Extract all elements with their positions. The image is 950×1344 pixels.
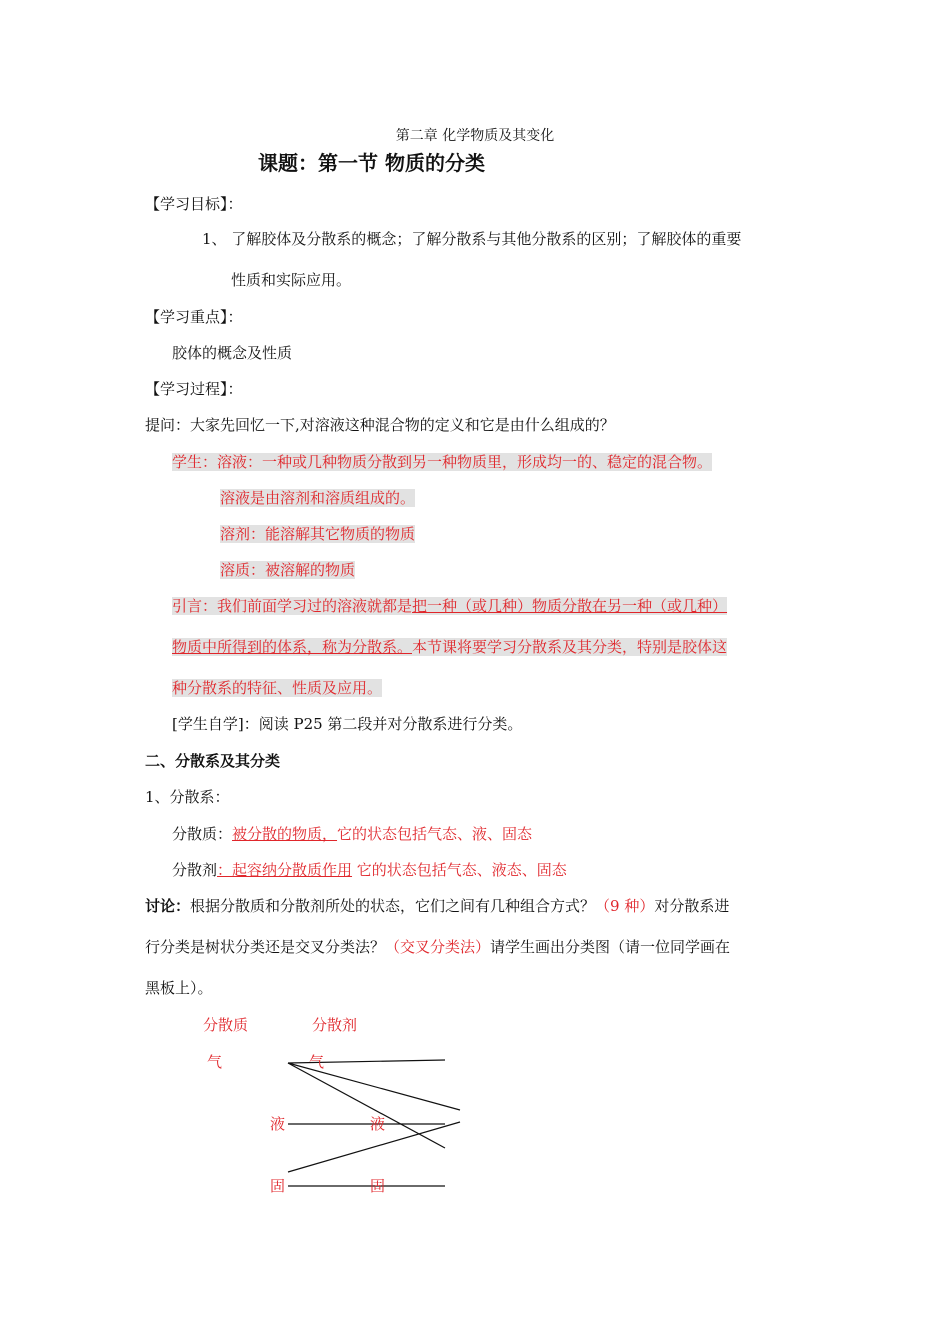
medium-definition: ：起容纳分散质作用 [217, 861, 353, 879]
discussion-answer-1: （9 种） [595, 897, 655, 915]
answer-2-text: 溶液是由溶剂和溶质组成的。 [220, 489, 416, 507]
medium-state: 它的状态包括气态、液态、固态 [352, 861, 567, 879]
objective-item-1: 1、 了解胶体及分散系的概念；了解分散系与其他分散系的区别；了解胶体的重要 [202, 230, 742, 248]
dispersoid-definition: 被分散的物质， [232, 825, 338, 843]
diagram-left-solid: 固 [270, 1177, 286, 1195]
dispersoid-state: 它的状态包括气态、液、固态 [337, 825, 533, 843]
objectives-label: 【学习目标】： [145, 195, 243, 213]
intro-part-a: 引言：我们前面学习过的溶液就都是 [172, 597, 413, 615]
answer-4-text: 溶质：被溶解的物质 [220, 561, 356, 579]
section-2-heading: 二、分散系及其分类 [145, 752, 281, 770]
discussion-text-a: 根据分散质和分散剂所处的状态，它们之间有几种组合方式？ [190, 897, 596, 915]
diagram-column-dispersoid: 分散质 [203, 1016, 249, 1034]
chapter-heading: 第二章 化学物质及其变化 [395, 128, 555, 144]
diagram-left-liquid: 液 [270, 1115, 286, 1133]
dispersion-system-label: 1、分散系： [145, 788, 230, 806]
discussion-line-3: 黑板上）。 [145, 979, 213, 997]
diagram-right-gas: 气 [309, 1053, 325, 1071]
discussion-text-c: 行分类是树状分类还是交叉分类法？ [145, 938, 386, 956]
dispersoid-label: 分散质： [172, 825, 233, 843]
lesson-title: 课题：第一节 物质的分类 [258, 151, 485, 175]
diagram-column-medium: 分散剂 [312, 1016, 358, 1034]
key-points-text: 胶体的概念及性质 [172, 344, 293, 362]
key-points-label: 【学习重点】： [145, 308, 243, 326]
connector-line [288, 1063, 445, 1148]
process-label: 【学习过程】： [145, 380, 243, 398]
answer-3-text: 溶剂：能溶解其它物质的物质 [220, 525, 416, 543]
diagram-left-gas: 气 [207, 1053, 223, 1071]
discussion-text-d: 请学生画出分类图（请一位同学画在 [490, 938, 731, 956]
intro-part-b: 把一种（或几种）物质分散在另一种（或几种） [412, 597, 728, 615]
intro-part-e: 种分散系的特征、性质及应用。 [172, 679, 383, 697]
diagram-right-liquid: 液 [370, 1115, 386, 1133]
answer-1-text: 学生：溶液：一种或几种物质分散到另一种物质里，形成均一的、稳定的混合物。 [172, 453, 713, 471]
discussion-answer-2: （交叉分类法） [385, 938, 491, 956]
self-study-text: [学生自学]：阅读 P25 第二段并对分散系进行分类。 [172, 715, 523, 733]
objective-item-1-cont: 性质和实际应用。 [231, 271, 352, 289]
discussion-text-b: 对分散系进 [654, 897, 730, 915]
medium-label: 分散剂 [172, 861, 218, 879]
question-text: 提问：大家先回忆一下,对溶液这种混合物的定义和它是由什么组成的？ [145, 416, 615, 434]
intro-part-c: 物质中所得到的体系，称为分散系。 [172, 638, 413, 656]
intro-part-d: 本节课将要学习分散系及其分类，特别是胶体这 [412, 638, 728, 656]
diagram-right-solid: 固 [370, 1177, 386, 1195]
discussion-label: 讨论： [145, 897, 191, 915]
